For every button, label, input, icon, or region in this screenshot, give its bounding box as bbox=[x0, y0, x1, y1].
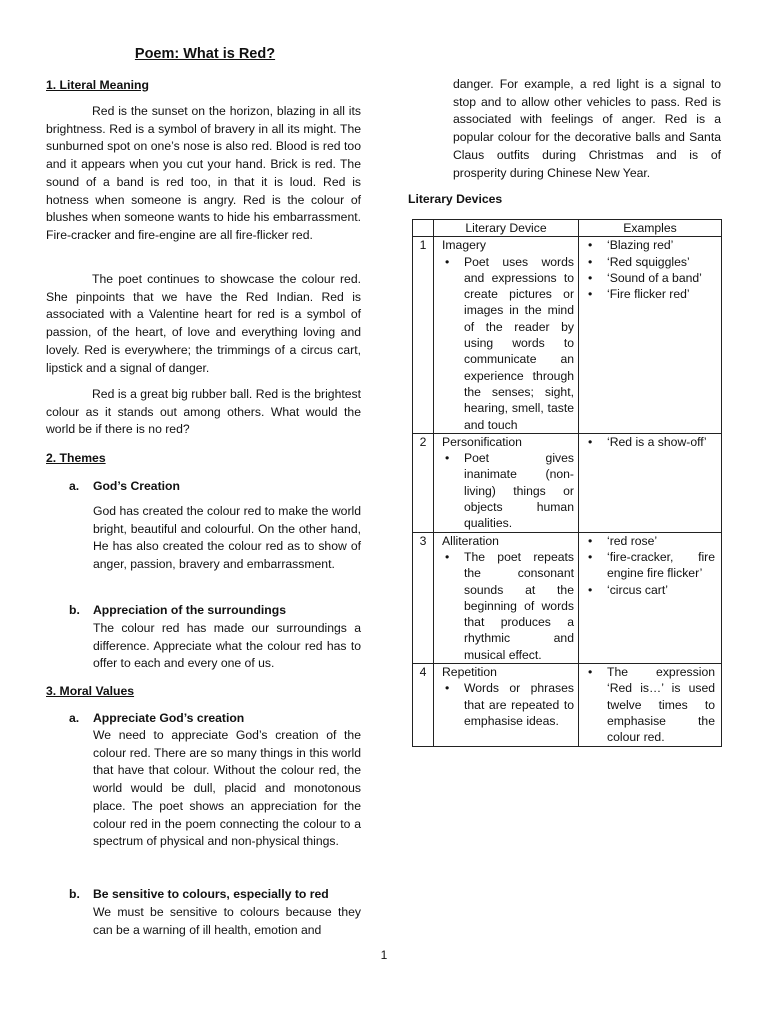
device-name: Imagery bbox=[442, 238, 487, 253]
example-item: • ‘Red squiggles’ bbox=[585, 254, 715, 270]
device-name: Repetition bbox=[442, 665, 497, 680]
literal-paragraph-1: Red is the sunset on the horizon, blazing in all its brightness. Red is a symbol of bravery in all its might. The sunburned spot on one’s nose is also red. Blood is red too and it appears when you cut your hand. Brick is red. The sound of a band is red too, in that it is loud. Red is hotness when someone is angry. Red is the colour of blushes when someone wants to hide his embarrassment. Fire-cracker and fire-engine are all fire-flicker red. bbox=[46, 104, 361, 242]
example-item: • ‘Blazing red’ bbox=[585, 237, 715, 253]
examples-cell bbox=[579, 664, 722, 746]
moral-values-heading: 3. Moral Values bbox=[46, 684, 135, 698]
literal-paragraph-3: Red is a great big rubber ball. Red is the brightest colour as it stands out among others. What would the world be if there is no red? bbox=[46, 387, 361, 437]
literal-meaning-heading: 1. Literal Meaning bbox=[46, 78, 149, 92]
moral-a-letter: a. bbox=[69, 711, 80, 725]
moral-b-text-continued: danger. For example, a red light is a signal to stop and to allow other vehicles to pass. Red is associated with feelings of anger. Red is a popular colour for the decorative balls and Santa Claus outfits during Christmas and is of prosperity during Chinese New Year. bbox=[453, 77, 721, 180]
example-item: • ‘Red is a show-off’ bbox=[585, 434, 715, 450]
table-header-row bbox=[413, 220, 722, 237]
device-cell bbox=[434, 664, 579, 746]
theme-b-title: Appreciation of the surroundings bbox=[93, 603, 286, 617]
literary-devices-table bbox=[412, 219, 722, 747]
theme-a-title: God’s Creation bbox=[93, 479, 180, 493]
page-number: 1 bbox=[380, 948, 388, 962]
example-item: • ‘Sound of a band’ bbox=[585, 270, 715, 286]
themes-heading: 2. Themes bbox=[46, 451, 106, 465]
table-header-device: Literary Device bbox=[434, 220, 579, 237]
row-number: 4 bbox=[413, 664, 434, 746]
theme-a-letter: a. bbox=[69, 479, 80, 493]
device-cell bbox=[434, 433, 579, 532]
device-description: • Poet gives inanimate (non-living) things or objects human qualities. bbox=[442, 450, 574, 531]
theme-b-text: The colour red has made our surroundings a difference. Appreciate what the colour red has to offer to each and every one of us. bbox=[93, 621, 361, 671]
device-description: • Words or phrases that are repeated to emphasise ideas. bbox=[442, 680, 574, 729]
device-description: • Poet uses words and expressions to create pictures or images in the mind of the reader by using words to communicate an experience through the senses; sight, hearing, smell, taste and touch bbox=[442, 254, 574, 433]
page-title: Poem: What is Red? bbox=[134, 46, 276, 62]
example-item: • ‘Fire flicker red’ bbox=[585, 286, 715, 302]
example-item: • ‘circus cart’ bbox=[585, 582, 715, 598]
theme-b-letter: b. bbox=[69, 603, 80, 617]
literary-devices-heading: Literary Devices bbox=[408, 192, 503, 206]
moral-a-title: Appreciate God’s creation bbox=[93, 711, 245, 725]
row-number: 3 bbox=[413, 532, 434, 663]
table-row bbox=[413, 433, 722, 532]
device-name: Alliteration bbox=[442, 533, 499, 548]
theme-a-text: God has created the colour red to make the world bright, beautiful and colourful. On the other hand, He has also created the colour red as to show of anger, passion, bravery and embarrassment. bbox=[93, 504, 361, 572]
device-cell bbox=[434, 532, 579, 663]
table-row bbox=[413, 237, 722, 434]
device-description: • The poet repeats the consonant sounds at the beginning of words that produces a rhythmic and musical effect. bbox=[442, 549, 574, 663]
moral-a-text: We need to appreciate God’s creation of the colour red. There are so many things in this world that have that colour. Without the colour red, the world would be dull, placid and monotonous place. The poet shows an appreciation for the colour red in the poem connecting the colour to a spectrum of physical and non-physical things. bbox=[93, 728, 361, 849]
row-number: 2 bbox=[413, 433, 434, 532]
table-row bbox=[413, 532, 722, 663]
examples-cell bbox=[579, 532, 722, 663]
table-header-num bbox=[413, 220, 434, 237]
device-cell bbox=[434, 237, 579, 434]
examples-cell bbox=[579, 433, 722, 532]
moral-b-letter: b. bbox=[69, 887, 80, 901]
example-item: • The expression ‘Red is…’ is used twelve times to emphasise the colour red. bbox=[585, 664, 715, 745]
table-row bbox=[413, 664, 722, 746]
example-item: • ‘fire-cracker, fire engine fire flicker’ bbox=[585, 549, 715, 582]
example-item: • ‘red rose’ bbox=[585, 533, 715, 549]
moral-b-text: We must be sensitive to colours because they can be a warning of ill health, emotion and bbox=[93, 905, 361, 937]
table-header-examples: Examples bbox=[579, 220, 722, 237]
literal-paragraph-2: The poet continues to showcase the colour red. She pinpoints that we have the Red Indian. Red is associated with a Valentine heart for red is a symbol of passion, of the heart, of love and everything loving and lovely. Red is everywhere; the trimmings of a circus cart, lipstick and a signal of danger. bbox=[46, 272, 361, 375]
device-name: Personification bbox=[442, 434, 522, 449]
moral-b-title: Be sensitive to colours, especially to red bbox=[93, 887, 329, 901]
examples-cell bbox=[579, 237, 722, 434]
row-number: 1 bbox=[413, 237, 434, 434]
